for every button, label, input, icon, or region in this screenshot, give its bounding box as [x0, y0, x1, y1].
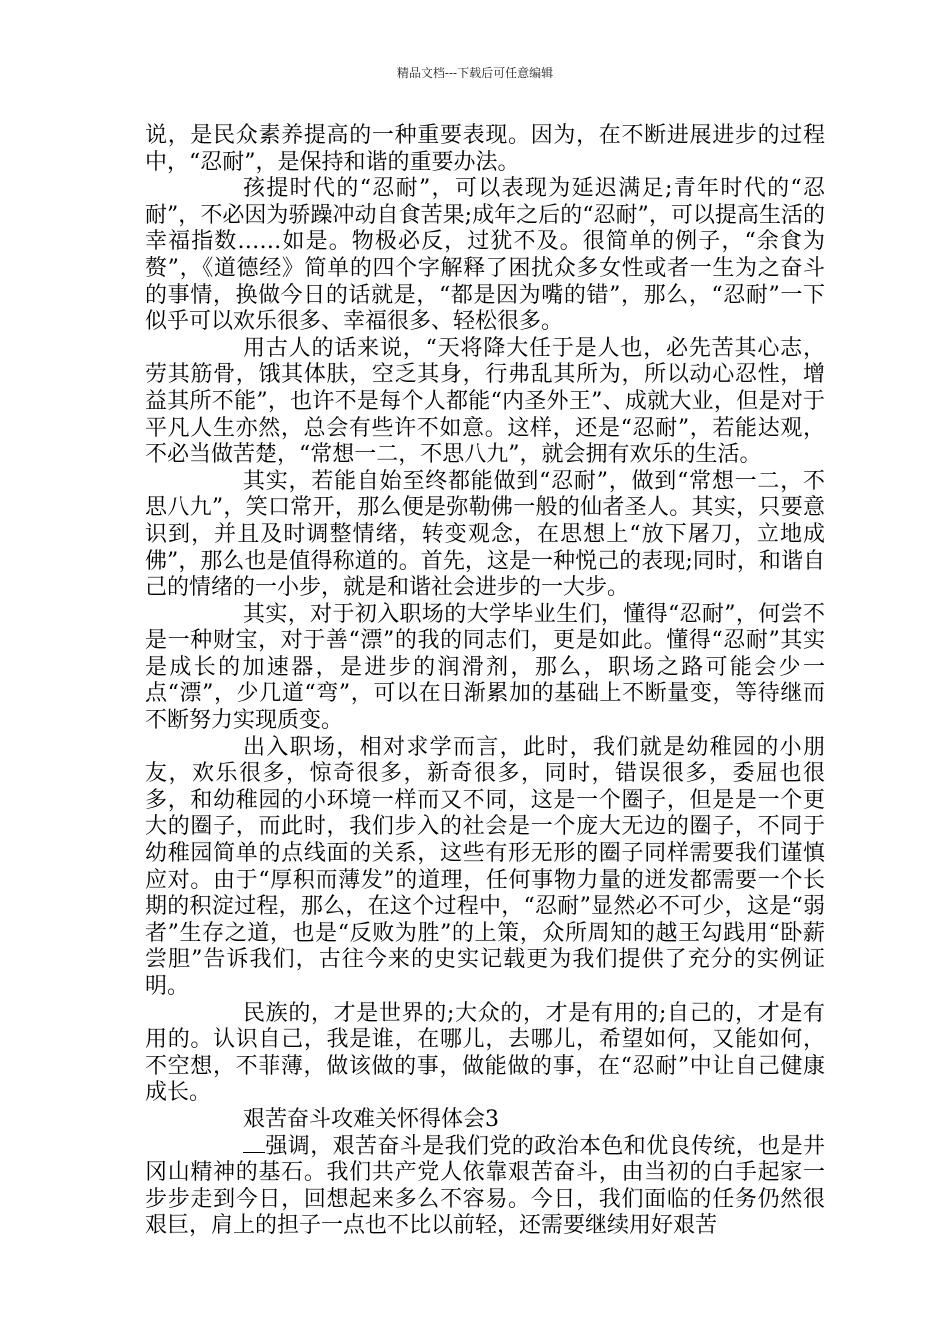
page-header: 精品文档---下载后可任意编辑 [396, 66, 554, 80]
document-body [145, 123, 825, 1240]
paragraph-7: 民族的，才是世界的;大众的，才是有用的;自己的，才是有用的。认识自己，我是谁，在哪儿，去哪儿，希望如何，又能如何，不空想，不菲薄，做该做的事，做能做的事，在“忍耐”中让自己健康成长。 [145, 1000, 825, 1106]
paragraph-8 [145, 1134, 825, 1240]
paragraph-8-text: 强调，艰苦奋斗是我们党的政治本色和优良传统，也是井冈山精神的基石。我们共产党人依靠艰苦奋斗，由当初的白手起家一步步走到今日，回想起来多么不容易。今日，我们面临的任务仍然很艰巨，肩上的担子一点也不比以前轻，还需要继续用好艰苦 [145, 1133, 825, 1239]
paragraph-5: 其实，对于初入职场的大学毕业生们，懂得“忍耐”，何尝不是一种财宝，对于善“漂”的我的同志们，更是如此。懂得“忍耐”其实是成长的加速器，是进步的润滑剂，那么，职场之路可能会少一点“漂”，少几道“弯”，可以在日渐累加的基础上不断量变，等待继而不断努力实现质变。 [145, 601, 825, 734]
fill-in-blank [243, 1134, 265, 1153]
paragraph-2: 孩提时代的“忍耐”，可以表现为延迟满足;青年时代的“忍耐”，不必因为骄躁冲动自食苦果;成年之后的“忍耐”，可以提高生活的幸福指数……如是。物极必反，过犹不及。很简单的例子，“余食为赘”，《道德经》简单的四个字解释了困扰众多女性或者一生为之奋斗的事情，换做今日的话就是，“都是因为嘴的错”，那么，“忍耐”一下似乎可以欢乐很多、幸福很多、轻松很多。 [145, 176, 825, 335]
section-heading: 艰苦奋斗攻难关怀得体会3 [243, 1106, 499, 1132]
paragraph-4: 其实，若能自始至终都能做到“忍耐”，做到“常想一二，不思八九”，笑口常开，那么便是弥勒佛一般的仙者圣人。其实，只要意识到，并且及时调整情绪，转变观念，在思想上“放下屠刀，立地成佛”，那么也是值得称道的。首先，这是一种悦己的表现;同时，和谐自己的情绪的一小步，就是和谐社会进步的一大步。 [145, 468, 825, 601]
paragraph-6: 出入职场，相对求学而言，此时，我们就是幼稚园的小朋友，欢乐很多，惊奇很多，新奇很多，同时，错误很多，委屈也很多，和幼稚园的小环境一样而又不同，这是一个圈子，但是是一个更大的圈子，而此时，我们步入的社会是一个庞大无边的圈子，不同于幼稚园简单的点线面的关系，这些有形无形的圈子同样需要我们谨慎应对。由于“厚积而薄发”的道理，任何事物力量的迸发都需要一个长期的积淀过程，那么，在这个过程中，“忍耐”显然必不可少，这是“弱者”生存之道，也是“反败为胜”的上策，众所周知的越王勾践用“卧薪尝胆”告诉我们，古往今来的史实记载更为我们提供了充分的实例证明。 [145, 734, 825, 999]
paragraph-1: 说，是民众素养提高的一种重要表现。因为，在不断进展进步的过程中，“忍耐”，是保持和谐的重要办法。 [145, 123, 825, 175]
paragraph-3: 用古人的话来说，“天将降大任于是人也，必先苦其心志，劳其筋骨，饿其体肤，空乏其身，行弗乱其所为，所以动心忍性，增益其所不能”，也许不是每个人都能“内圣外王”、成就大业，但是对于平凡人生亦然，总会有些许不如意。这样，还是“忍耐”，若能达观，不必当做苦楚，“常想一二，不思八九”，就会拥有欢乐的生活。 [145, 335, 825, 468]
